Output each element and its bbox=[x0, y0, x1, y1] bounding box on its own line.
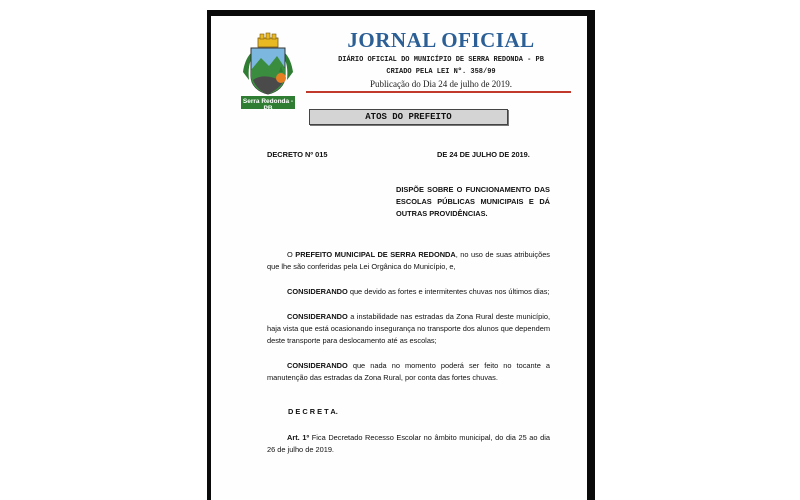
considerando-3: CONSIDERANDO que nada no momento poderá ser feito no tocante a manutenção das estradas da Zona Rural, por conta das fortes chuvas. bbox=[267, 361, 550, 382]
considerando-1: CONSIDERANDO que devido as fortes e intermitentes chuvas nos últimos dias; bbox=[287, 287, 550, 296]
considerando-2: CONSIDERANDO a instabilidade nas estradas da Zona Rural deste município, haja vista que está ocasionando insegurança no transporte dos alunos que dependem deste transporte para deslocamento até as escolas; bbox=[267, 312, 550, 345]
creation-law: CRIADO PELA LEI Nº. 358/99 bbox=[386, 68, 496, 76]
decree-summary: DISPÕE SOBRE O FUNCIONAMENTO DAS ESCOLAS PÚBLICAS MUNICIPAIS E DÁ OUTRAS PROVIDÊNCIAS. bbox=[396, 185, 550, 218]
section-title-box: ATOS DO PREFEITO bbox=[309, 109, 508, 125]
document-page bbox=[211, 16, 587, 500]
decree-preamble: O PREFEITO MUNICIPAL DE SERRA REDONDA, no uso de suas atribuições que lhe são conferidas pela Lei Orgânica do Município, e, bbox=[267, 250, 551, 271]
logo-caption: Serra Redonda - PB bbox=[242, 98, 294, 112]
article-1: Art. 1º Fica Decretado Recesso Escolar no âmbito municipal, do dia 25 ao dia 26 de julho de 2019. bbox=[267, 433, 550, 454]
masthead-rule bbox=[306, 91, 571, 93]
decree-date: DE 24 DE JULHO DE 2019. bbox=[437, 150, 530, 159]
publication-date: Publicação do Dia 24 de julho de 2019. bbox=[370, 79, 512, 89]
decreta-heading: D E C R E T A. bbox=[288, 407, 338, 416]
newspaper-title: JORNAL OFICIAL bbox=[347, 28, 535, 52]
decree-number: DECRETO Nº 015 bbox=[267, 150, 328, 159]
newspaper-subtitle: DIÁRIO OFICIAL DO MUNICÍPIO DE SERRA REDONDA - PB bbox=[338, 56, 544, 64]
